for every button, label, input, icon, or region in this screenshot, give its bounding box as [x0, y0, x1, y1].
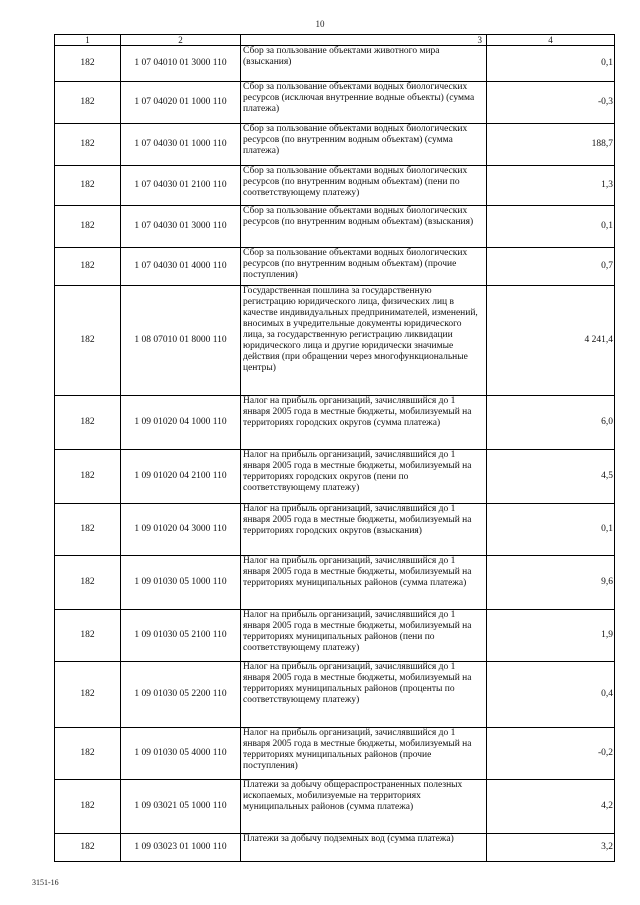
revenue-name-cell [241, 46, 487, 82]
revenue-name-cell [241, 504, 487, 556]
revenue-name-cell [241, 396, 487, 450]
revenue-name-text: Сбор за пользование объектами водных биологических ресурсов (по внутренним водным объектам) (сумма платежа) [243, 124, 468, 156]
revenue-name-cell [241, 166, 487, 206]
admin-code-cell: 182 [55, 504, 121, 556]
amount-cell: 3,2 [487, 834, 615, 862]
revenue-name-text: Налог на прибыль организаций, зачислявшийся до 1 января 2005 года в местные бюджеты, мобилизуемый на территориях муниципальных районов (прочие поступления) [243, 728, 472, 771]
revenue-name-cell [241, 124, 487, 166]
revenue-name-text: Налог на прибыль организаций, зачислявшийся до 1 января 2005 года в местные бюджеты, мобилизуемый на территориях городских округов (взыскания) [243, 504, 472, 536]
revenue-name-text: Налог на прибыль организаций, зачислявшийся до 1 января 2005 года в местные бюджеты, мобилизуемый на территориях городских округов (сумма платежа) [243, 396, 472, 428]
revenue-name-text: Сбор за пользование объектами водных биологических ресурсов (по внутренним водным объектам) (пени по соответствующему платежу) [243, 166, 468, 198]
budget-code-cell: 1 07 04010 01 3000 110 [121, 46, 241, 82]
admin-code-cell: 182 [55, 286, 121, 396]
revenue-name-text: Налог на прибыль организаций, зачислявшийся до 1 января 2005 года в местные бюджеты, мобилизуемый на территориях муниципальных районов (проценты по соответствующему платежу) [243, 662, 472, 705]
column-header-4: 4 [487, 35, 615, 46]
amount-cell: 0,4 [487, 662, 615, 728]
revenue-name-cell [241, 286, 487, 396]
revenue-name-text: Налог на прибыль организаций, зачислявшийся до 1 января 2005 года в местные бюджеты, мобилизуемый на территориях городских округов (пени по соответствующему платежу) [243, 450, 472, 493]
table-row [55, 396, 615, 450]
table-row [55, 556, 615, 610]
budget-code-cell: 1 09 01030 05 2100 110 [121, 610, 241, 662]
revenue-name-cell [241, 728, 487, 780]
budget-code-cell: 1 09 01020 04 2100 110 [121, 450, 241, 504]
table-row [55, 46, 615, 82]
table-row [55, 206, 615, 248]
admin-code-cell: 182 [55, 450, 121, 504]
table-row [55, 504, 615, 556]
table-row [55, 610, 615, 662]
revenue-name-cell [241, 610, 487, 662]
amount-cell: 9,6 [487, 556, 615, 610]
amount-cell: 4,5 [487, 450, 615, 504]
revenue-name-text: Сбор за пользование объектами водных биологических ресурсов (по внутренним водным объектам) (прочие поступления) [243, 248, 468, 280]
amount-cell: 4 241,4 [487, 286, 615, 396]
revenue-name-text: Государственная пошлина за государственную регистрацию юридического лица, физических лиц в качестве индивидуальных предпринимателей, изменений, вносимых в учредительные документы юридического лица, за государственную регистрацию ликвидации юридического лица и другие юридически значимые действия (при обращении через многофункциональные центры) [243, 286, 478, 373]
table-row [55, 82, 615, 124]
page-number: 10 [315, 19, 325, 29]
budget-code-cell: 1 09 03021 05 1000 110 [121, 780, 241, 834]
table-row [55, 780, 615, 834]
admin-code-cell: 182 [55, 610, 121, 662]
revenue-name-cell [241, 82, 487, 124]
revenue-name-text: Сбор за пользование объектами водных биологических ресурсов (по внутренним водным объектам) (взыскания) [243, 206, 474, 227]
table-header-row [55, 35, 615, 46]
amount-cell: 1,3 [487, 166, 615, 206]
amount-cell: -0,2 [487, 728, 615, 780]
revenue-name-text: Сбор за пользование объектами животного мира (взыскания) [243, 46, 440, 67]
admin-code-cell: 182 [55, 780, 121, 834]
budget-code-cell: 1 09 01030 05 4000 110 [121, 728, 241, 780]
budget-code-cell: 1 07 04030 01 1000 110 [121, 124, 241, 166]
table-row [55, 728, 615, 780]
budget-code-cell: 1 09 01020 04 1000 110 [121, 396, 241, 450]
amount-cell: 0,7 [487, 248, 615, 286]
revenue-name-cell [241, 556, 487, 610]
revenue-name-text: Платежи за добычу общераспространенных полезных ископаемых, мобилизуемые на территориях муниципальных районов (сумма платежа) [243, 780, 463, 812]
budget-code-cell: 1 07 04030 01 2100 110 [121, 166, 241, 206]
column-header-2: 2 [121, 35, 241, 46]
revenue-table [54, 34, 615, 862]
table-row [55, 834, 615, 862]
admin-code-cell: 182 [55, 124, 121, 166]
budget-code-cell: 1 09 01030 05 2200 110 [121, 662, 241, 728]
admin-code-cell: 182 [55, 834, 121, 862]
amount-cell: 1,9 [487, 610, 615, 662]
amount-cell: -0,3 [487, 82, 615, 124]
amount-cell: 188,7 [487, 124, 615, 166]
revenue-name-cell [241, 248, 487, 286]
amount-cell: 4,2 [487, 780, 615, 834]
revenue-name-text: Налог на прибыль организаций, зачислявшийся до 1 января 2005 года в местные бюджеты, мобилизуемый на территориях муниципальных районов (сумма платежа) [243, 556, 472, 588]
table-row [55, 124, 615, 166]
revenue-name-cell [241, 450, 487, 504]
budget-code-cell: 1 07 04030 01 4000 110 [121, 248, 241, 286]
admin-code-cell: 182 [55, 396, 121, 450]
revenue-name-text: Налог на прибыль организаций, зачислявшийся до 1 января 2005 года в местные бюджеты, мобилизуемый на территориях муниципальных районов (пени по соответствующему платежу) [243, 610, 472, 653]
amount-cell: 0,1 [487, 504, 615, 556]
amount-cell: 0,1 [487, 46, 615, 82]
admin-code-cell: 182 [55, 662, 121, 728]
admin-code-cell: 182 [55, 728, 121, 780]
footer-document-code: 3151-16 [32, 878, 59, 887]
budget-code-cell: 1 09 03023 01 1000 110 [121, 834, 241, 862]
revenue-name-cell [241, 662, 487, 728]
amount-cell: 6,0 [487, 396, 615, 450]
budget-code-cell: 1 08 07010 01 8000 110 [121, 286, 241, 396]
admin-code-cell: 182 [55, 82, 121, 124]
revenue-name-cell [241, 780, 487, 834]
revenue-name-text: Платежи за добычу подземных вод (сумма платежа) [243, 834, 454, 844]
budget-code-cell: 1 07 04030 01 3000 110 [121, 206, 241, 248]
table-row [55, 166, 615, 206]
revenue-name-text: Сбор за пользование объектами водных биологических ресурсов (исключая внутренние водные объекты) (сумма платежа) [243, 82, 475, 114]
table-row [55, 286, 615, 396]
table-row [55, 450, 615, 504]
table-body [55, 46, 615, 862]
admin-code-cell: 182 [55, 206, 121, 248]
budget-code-cell: 1 09 01020 04 3000 110 [121, 504, 241, 556]
budget-code-cell: 1 09 01030 05 1000 110 [121, 556, 241, 610]
admin-code-cell: 182 [55, 166, 121, 206]
table-row [55, 248, 615, 286]
budget-code-cell: 1 07 04020 01 1000 110 [121, 82, 241, 124]
table-row [55, 662, 615, 728]
revenue-name-cell [241, 834, 487, 862]
column-header-1: 1 [55, 35, 121, 46]
admin-code-cell: 182 [55, 248, 121, 286]
admin-code-cell: 182 [55, 556, 121, 610]
amount-cell: 0,1 [487, 206, 615, 248]
admin-code-cell: 182 [55, 46, 121, 82]
revenue-name-cell [241, 206, 487, 248]
column-header-3: 3 [241, 35, 487, 46]
